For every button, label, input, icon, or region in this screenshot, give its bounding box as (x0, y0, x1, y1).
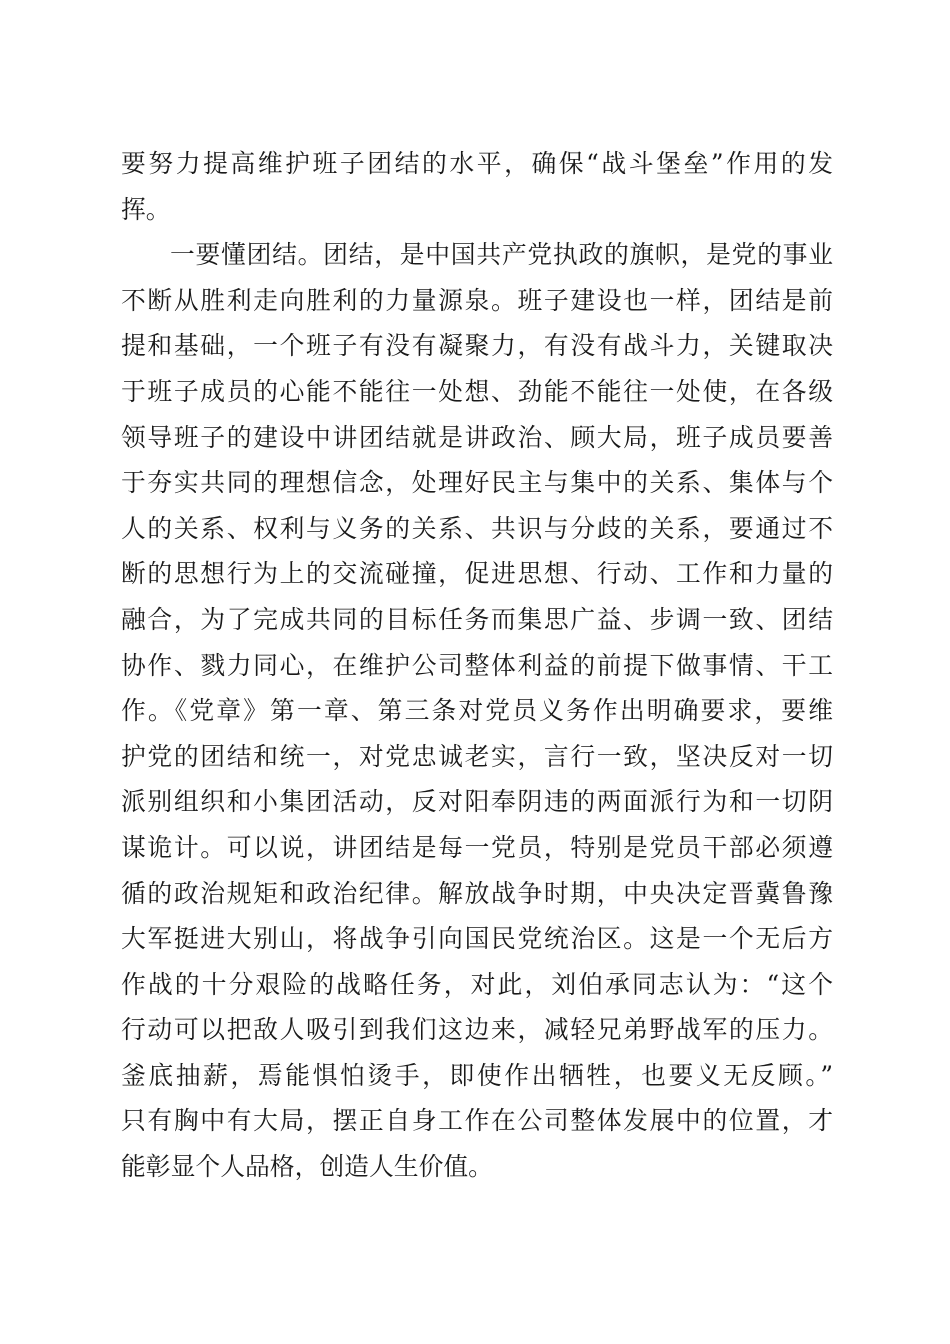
paragraph-first-line: 一要懂团结。团结，是中国共产党执政的旗帜，是党的事业 (170, 240, 833, 270)
text-line: 能彰显个人品格，创造人生价值。 (121, 1152, 493, 1182)
text-line: 作战的十分艰险的战略任务，对此，刘伯承同志认为：“这个 (121, 969, 833, 999)
text-line: 谋诡计。可以说，讲团结是每一党员，特别是党员干部必须遵 (121, 832, 833, 862)
text-line: 人的关系、权利与义务的关系、共识与分歧的关系，要通过不 (121, 513, 833, 543)
text-line: 派别组织和小集团活动，反对阳奉阴违的两面派行为和一切阴 (121, 787, 833, 817)
text-line: 不断从胜利走向胜利的力量源泉。班子建设也一样，团结是前 (121, 285, 833, 315)
text-line: 护党的团结和统一，对党忠诚老实，言行一致，坚决反对一切 (121, 741, 833, 771)
text-line: 作。《党章》第一章、第三条对党员义务作出明确要求，要维 (121, 696, 833, 726)
body-text (121, 141, 833, 1190)
text-line: 循的政治规矩和政治纪律。解放战争时期，中央决定晋冀鲁豫 (121, 878, 833, 908)
text-line: 领导班子的建设中讲团结就是讲政治、顾大局，班子成员要善 (121, 422, 833, 452)
text-line: 提和基础，一个班子有没有凝聚力，有没有战斗力，关键取决 (121, 331, 833, 361)
text-line: 断的思想行为上的交流碰撞，促进思想、行动、工作和力量的 (121, 559, 833, 589)
text-line: 于班子成员的心能不能往一处想、劲能不能往一处使，在各级 (121, 376, 833, 406)
text-line: 于夯实共同的理想信念，处理好民主与集中的关系、集体与个 (121, 468, 833, 498)
text-line: 融合，为了完成共同的目标任务而集思广益、步调一致、团结 (121, 604, 833, 634)
text-line: 协作、戮力同心，在维护公司整体利益的前提下做事情、干工 (121, 650, 833, 680)
text-line: 只有胸中有大局，摆正自身工作在公司整体发展中的位置，才 (121, 1106, 833, 1136)
text-line: 大军挺进大别山，将战争引向国民党统治区。这是一个无后方 (121, 924, 833, 954)
text-line: 行动可以把敌人吸引到我们这边来，减轻兄弟野战军的压力。 (121, 1015, 833, 1045)
text-line: 要努力提高维护班子团结的水平，确保“战斗堡垒”作用的发 (121, 149, 833, 178)
text-line: 釜底抽薪，焉能惧怕烫手，即使作出牺牲，也要义无反顾。” (121, 1060, 833, 1090)
text-line: 挥。 (121, 194, 171, 224)
